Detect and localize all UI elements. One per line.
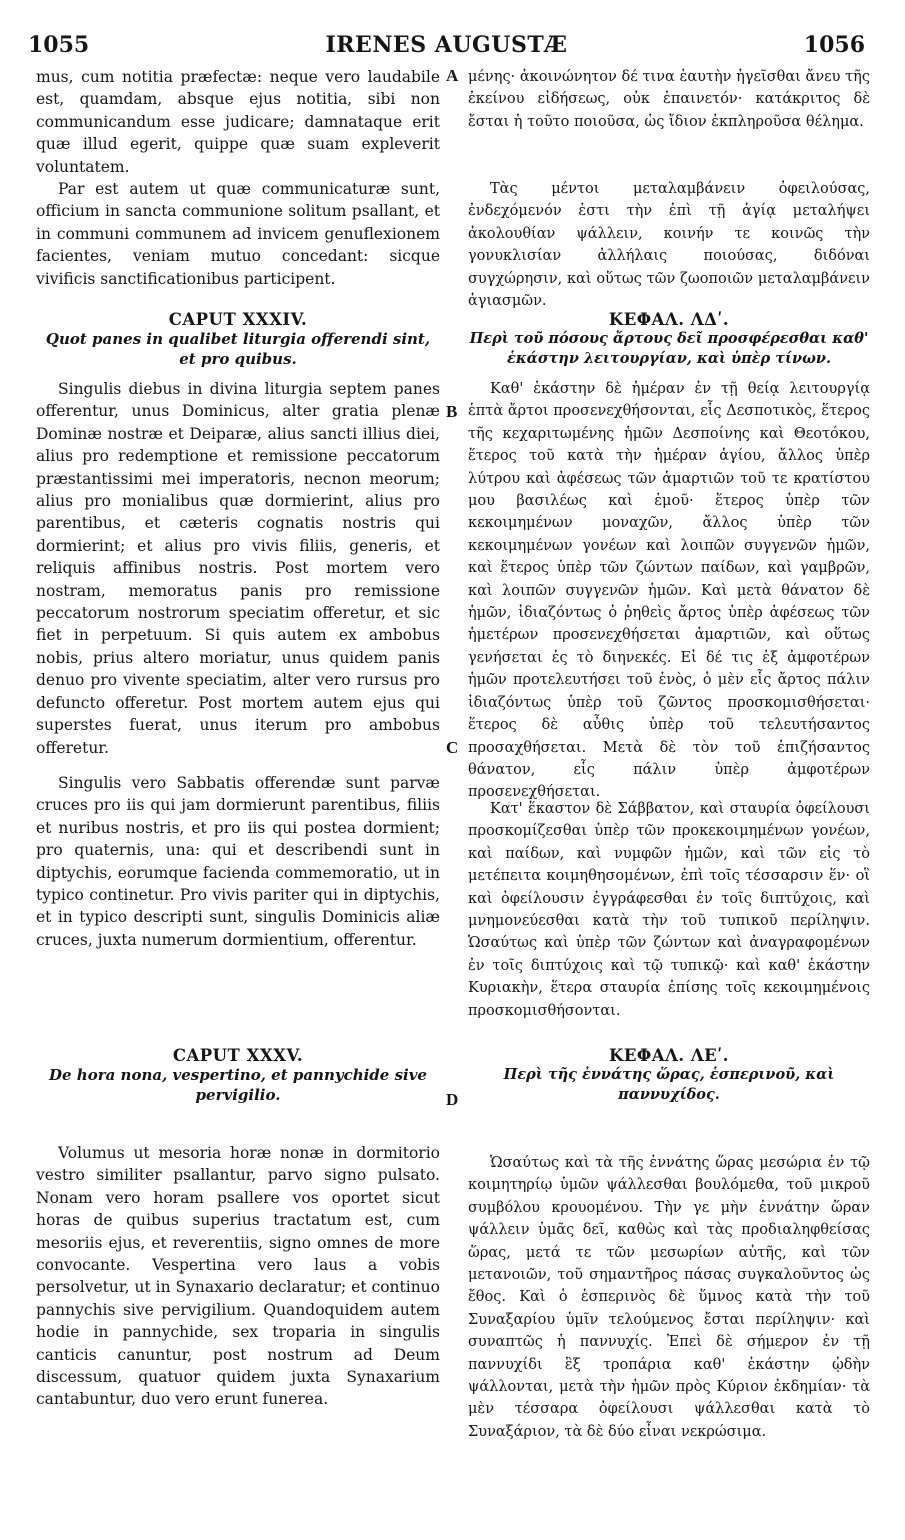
latin-paragraph-5: Volumus ut mesoria horæ nonæ in dormitorio vestro similiter psallantur, parvo signo pulsato. Nonam vero horam psallere vos oportet sicut horas de quibus superius tractatum est, cum mesoriis ejus, et reverentiis, signo omnes de more convocante. Vespertina vero laus a vobis persolvetur, ut in Synaxario declaratur; et continuo pannychis sive pervigilium. Quandoquidem autem hodie in pannychide, sex troparia in singulis canticis canuntur, post nostrum ad Deum discessum, quatuor quidem juxta Synaxarium cantabuntur, duo vero erunt funerea. (36, 1144, 440, 1409)
greek-chapter-35-title: ΚΕΦΑΛ. ΛΕʹ. (609, 1046, 729, 1065)
latin-chapter-34-title: CAPUT XXXIV. (168, 310, 308, 329)
latin-chapter-34-subtitle: Quot panes in qualibet liturgia offerendi sint, et pro quibus. (45, 330, 431, 368)
greek-paragraph-4: Κατ' ἕκαστον δὲ Σάββατον, καὶ σταυρία ὀφείλουσι προσκομίζεσθαι ὑπὲρ τῶν προκεκοιμημένων γονέων, καὶ παίδων, καὶ νυμφῶν ἡμῶν, καὶ τῶν εἰς τὸ μετέπειτα κοιμηθησομένων, ἐπὶ τοῖς τέσσαρσιν ἕν· οἳ καὶ ὀφείλουσιν ἐγγράφεσθαι ἐν τοῖς διπτύχοις, καὶ μνημονεύεσθαι κατὰ τὴν τοῦ τυπικοῦ περίληψιν. Ὡσαύτως καὶ ὑπὲρ τῶν ζώντων καὶ ἀναγραφομένων ἐν τοῖς διπτύχοις καὶ τῷ τυπικῷ· καὶ καθ' ἑκάστην Κυριακὴν, ἕτερα σταυρία ἐπίσης τοῖς κεκοιμημένοις προσκομισθήσονται. (468, 801, 870, 1019)
page-header (28, 32, 865, 62)
latin-chapter-35-subtitle: De hora nona, vespertino, et pannychide sive pervigilio. (49, 1066, 427, 1104)
marker-d: D (446, 1090, 459, 1109)
greek-chapter-34-title: ΚΕΦΑΛ. ΛΔʹ. (608, 310, 730, 329)
page-number-left: 1055 (28, 32, 90, 58)
latin-chapter-35-title: CAPUT XXXV. (172, 1046, 304, 1065)
latin-paragraph-1: mus, cum notitia præfectæ: neque vero laudabile est, quamdam, absque ejus notitia, sibi non communicandum esse judicare; damnataque erit quæ illud egerit, quippe quæ suam expleverit voluntatem. (36, 68, 440, 176)
latin-paragraph-3: Singulis diebus in divina liturgia septem panes offerentur, unus Dominicus, alter gratia plenæ Dominæ nostræ et Deiparæ, alius sancti illius diei, alius pro redemptione et remissione peccatorum præstantissimi mei imperatoris, necnon meorum; alius pro monialibus quæ dormierint, alius pro parentibus, et cæteris cognatis nostris qui dormierint; et alius pro vivis filiis, generis, et reliquis affinibus nostris. Post mortem vero nostram, memoratus panis pro remissione peccatorum nostrorum speciatim offeretur, et sic fiet in perpetuum. Si quis autem ex ambobus nobis, prius altero moriatur, unus quidem panis denuo pro vivente speciatim, alter vero rursus pro defuncto offeretur. Post mortem autem ejus qui superstes fuerat, unus iterum pro ambobus offeretur. (36, 380, 440, 757)
greek-chapter-34-subtitle: Περὶ τοῦ πόσους ἄρτους δεῖ προσφέρεσθαι καθ' ἑκάστην λειτουργίαν, καὶ ὑπὲρ τίνων. (469, 330, 869, 367)
marker-b: B (446, 402, 458, 421)
marker-a: A (446, 66, 459, 85)
greek-paragraph-1: μένης· ἀκοινώνητον δέ τινα ἑαυτὴν ἡγεῖσθαι ἄνευ τῆς ἐκείνου εἰδήσεως, οὐκ ἐπαινετόν· κατάκριτος δὲ ἔσται ἡ τοῦτο ποιοῦσα, ὡς ἴδιον ἐκπληροῦσα θέλημα. (468, 69, 870, 130)
greek-paragraph-2: Τὰς μέντοι μεταλαμβάνειν ὀφειλούσας, ἐνδεχόμενόν ἐστι τὴν ἐπὶ τῇ ἁγίᾳ μεταλήψει ἀκολουθίαν ψάλλειν, κοινήν τε κοινῶς τὴν γονυκλισίαν ἀλλήλαις ποιούσας, διδόναι συγχώρησιν, καὶ οὕτως τῶν ζωοποιῶν μεταλαμβάνειν ἁγιασμῶν. (468, 181, 870, 310)
page-number-right: 1056 (803, 32, 865, 58)
running-title: IRENES AUGUSTÆ (325, 32, 568, 58)
latin-paragraph-2: Par est autem ut quæ communicaturæ sunt, officium in sancta communione solitum psallant, et in communi communem ad invicem genuflexionem facientes, veniam mutuo concedant: sicque vivificis sanctificationibus participent. (36, 180, 440, 288)
greek-chapter-35-subtitle: Περὶ τῆς ἐννάτης ὥρας, ἑσπερινοῦ, καὶ παννυχίδος. (503, 1066, 835, 1103)
greek-paragraph-3: Καθ' ἑκάστην δὲ ἡμέραν ἐν τῇ θείᾳ λειτουργίᾳ ἑπτὰ ἄρτοι προσενεχθήσονται, εἷς Δεσποτικὸς, ἕτερος τῆς κεχαριτωμένης ἡμῶν Δεσποίνης καὶ Θεοτόκου, ἕτερος τοῦ κατὰ τὴν ἡμέραν ἁγίου, ἄλλος ὑπὲρ λύτρου καὶ ἀφέσεως τῶν ἁμαρτιῶν τοῦ τε κρατίστου μου βασιλέως καὶ ἐμοῦ· ἕτερος ὑπὲρ τῶν κεκοιμημένων μοναχῶν, ἄλλος ὑπὲρ τῶν κεκοιμημένων γονέων καὶ λοιπῶν συγγενῶν ἡμῶν, καὶ ἕτερος ὑπὲρ τῶν ζώντων παίδων, καὶ γαμβρῶν, καὶ λοιπῶν συγγενῶν ἡμῶν. Καὶ μετὰ θάνατον δὲ ἡμῶν, ἰδιαζόντως ὁ ῥηθεὶς ἄρτος ὑπὲρ ἀφέσεως τῶν ἡμετέρων προσενεχθήσεται ἁμαρτιῶν, καὶ οὕτως γενήσεται ἐς τὸ διηνεκές. Εἰ δέ τις ἐξ ἀμφοτέρων ἡμῶν προτελευτήσει τοῦ ἑνὸς, ὁ μὲν εἷς ἄρτος πάλιν ἰδιαζόντως ὑπὲρ τοῦ ζῶντος προσκομισθήσεται· ἕτερος δὲ αὖθις ὑπὲρ τοῦ τελευτήσαντος προσαχθήσεται. Μετὰ δὲ τὸν τοῦ ἐπιζήσαντος θάνατον, εἷς πάλιν ὑπὲρ ἀμφοτέρων προσενεχθήσεται. (468, 381, 870, 801)
marker-c: C (446, 738, 459, 757)
greek-paragraph-5: Ὡσαύτως καὶ τὰ τῆς ἐννάτης ὥρας μεσώρια ἐν τῷ κοιμητηρίῳ ὑμῶν ψάλλεσθαι βουλόμεθα, τοῦ μικροῦ συμβόλου κρουομένου. Τὴν γε μὴν ἐννάτην ὥραν ψάλλειν ὑμᾶς δεῖ, καθὼς καὶ τὰς προδιαληφθείσας ὥρας, μετά τε τῶν μεσωρίων αὐτῆς, καὶ τῶν μετανοιῶν, τοῦ σημαντῆρος πάσας συγκαλοῦντος ὡς ἔθος. Καὶ ὁ ἑσπερινὸς δὲ ὕμνος κατὰ τὴν τοῦ Συναξαρίου ὑμῖν τελούμενος ἔσται περίληψιν· καὶ συναπτῶς ἡ παννυχίς. Ἐπεὶ δὲ σήμερον ἐν τῇ παννυχίδι ἓξ τροπάρια καθ' ἑκάστην ᾠδὴν ψάλλονται, μετὰ τὴν ἡμῶν πρὸς Κύριον ἐκδημίαν· τὰ μὲν τέσσαρα ὀφείλουσι ψάλλεσθαι κατὰ τὸ Συναξάριον, τὰ δὲ δύο εἶναι νεκρώσιμα. (468, 1155, 870, 1440)
latin-paragraph-4: Singulis vero Sabbatis offerendæ sunt parvæ cruces pro iis qui jam dormierunt parentibus, filiis et nuribus nostris, et pro iis qui postea dormient; pro quaternis, una: qui et describendi sunt in diptychis, eorumque facienda commemoratio, ut in typico continetur. Pro vivis pariter qui in diptychis, et in typico descripti sunt, singulis Dominicis aliæ cruces, juxta numerum dormientium, offerentur. (36, 774, 440, 949)
